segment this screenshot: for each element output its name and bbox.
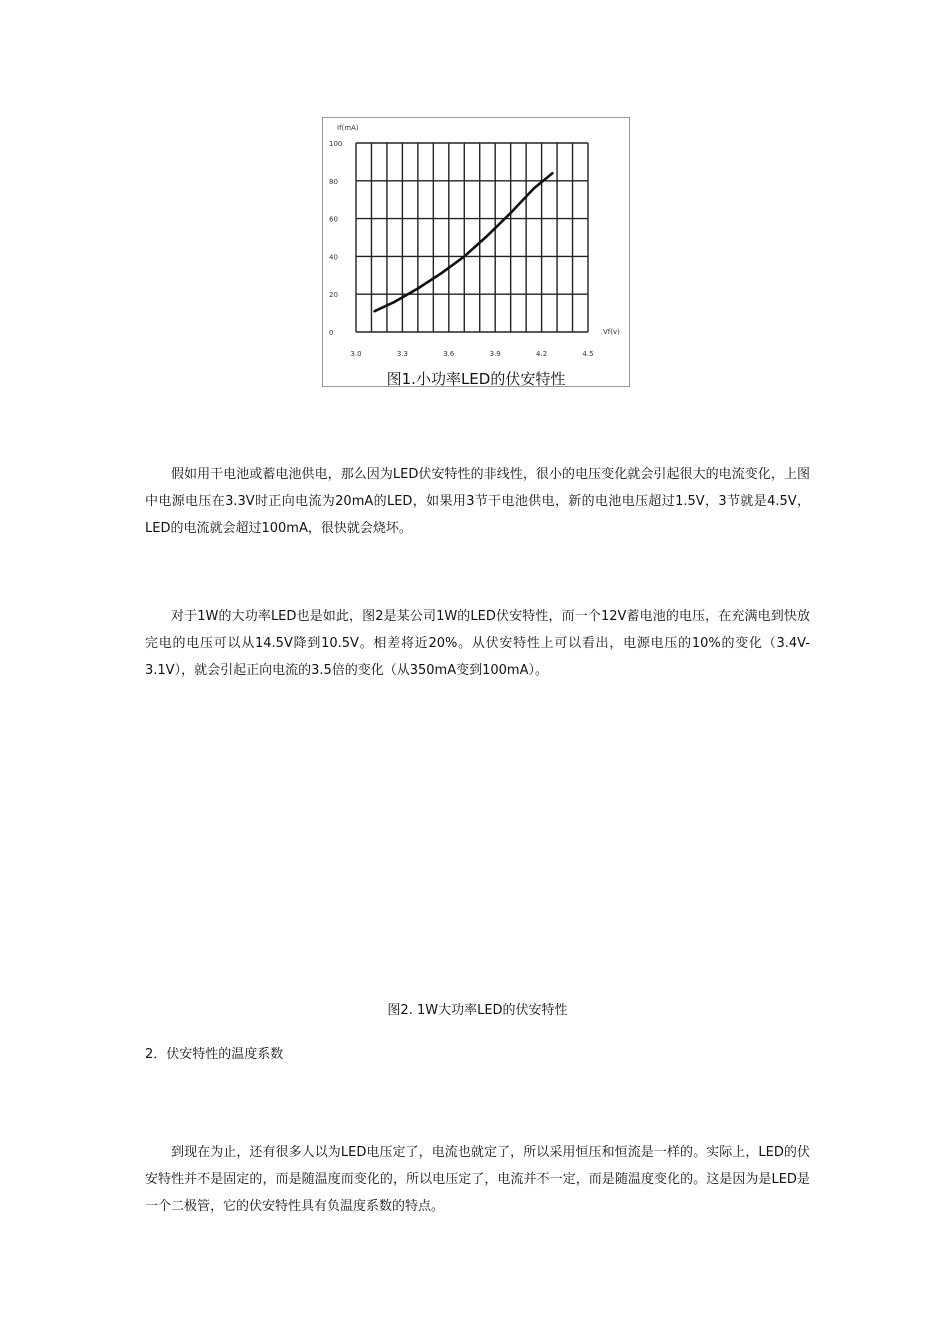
y-tick-label: 80 xyxy=(329,177,338,186)
x-axis-label: Vf(v) xyxy=(603,328,620,336)
figure-2-caption: 图2. 1W大功率LED的伏安特性 xyxy=(387,1003,568,1018)
y-tick-label: 60 xyxy=(329,215,338,224)
paragraph-temperature-coefficient: 到现在为止，还有很多人以为LED电压定了，电流也就定了，所以采用恒压和恒流是一样的。实际上，LED的伏安特性并不是固定的，而是随温度而变化的，所以电压定了，电流并不一定，而是随温度变化的。这是因为是LED是一个二极管，它的伏安特性具有负温度系数的特点。 xyxy=(145,1145,810,1214)
paragraph-high-power-led: 对于1W的大功率LED也是如此，图2是某公司1W的LED伏安特性，而一个12V蓄电池的电压，在充满电到快放完电的电压可以从14.5V降到10.5V。相差将近20%。从伏安特性上可以看出，电源电压的10%的变化（3.4V-3.1V），就会引起正向电流的3.5倍的变化（从350mA变到100mA）。 xyxy=(145,609,810,678)
x-tick-label: 4.5 xyxy=(582,350,594,358)
iv-curve-chart xyxy=(323,118,629,386)
y-tick-label: 20 xyxy=(329,291,338,300)
x-tick-label: 3.0 xyxy=(350,350,362,358)
section-heading: 2．伏安特性的温度系数 xyxy=(145,1047,284,1062)
y-axis-label: If(mA) xyxy=(337,124,359,132)
y-tick-label: 40 xyxy=(329,253,338,262)
figure-1-chart xyxy=(322,117,630,387)
x-tick-label: 3.9 xyxy=(489,350,501,358)
x-tick-label: 3.6 xyxy=(443,350,455,358)
x-tick-label: 4.2 xyxy=(536,350,548,358)
y-tick-label: 0 xyxy=(329,329,334,337)
x-tick-label: 3.3 xyxy=(396,350,408,358)
paragraph-battery-supply: 假如用干电池或蓄电池供电，那么因为LED伏安特性的非线性，很小的电压变化就会引起很大的电流变化，上图中电源电压在3.3V时正向电流为20mA的LED，如果用3节干电池供电，新的电池电压超过1.5V，3节就是4.5V，LED的电流就会超过100mA，很快就会烧坏。 xyxy=(145,467,810,536)
figure-1-caption: 图1.小功率LED的伏安特性 xyxy=(386,370,566,386)
y-tick-label: 100 xyxy=(329,140,343,148)
